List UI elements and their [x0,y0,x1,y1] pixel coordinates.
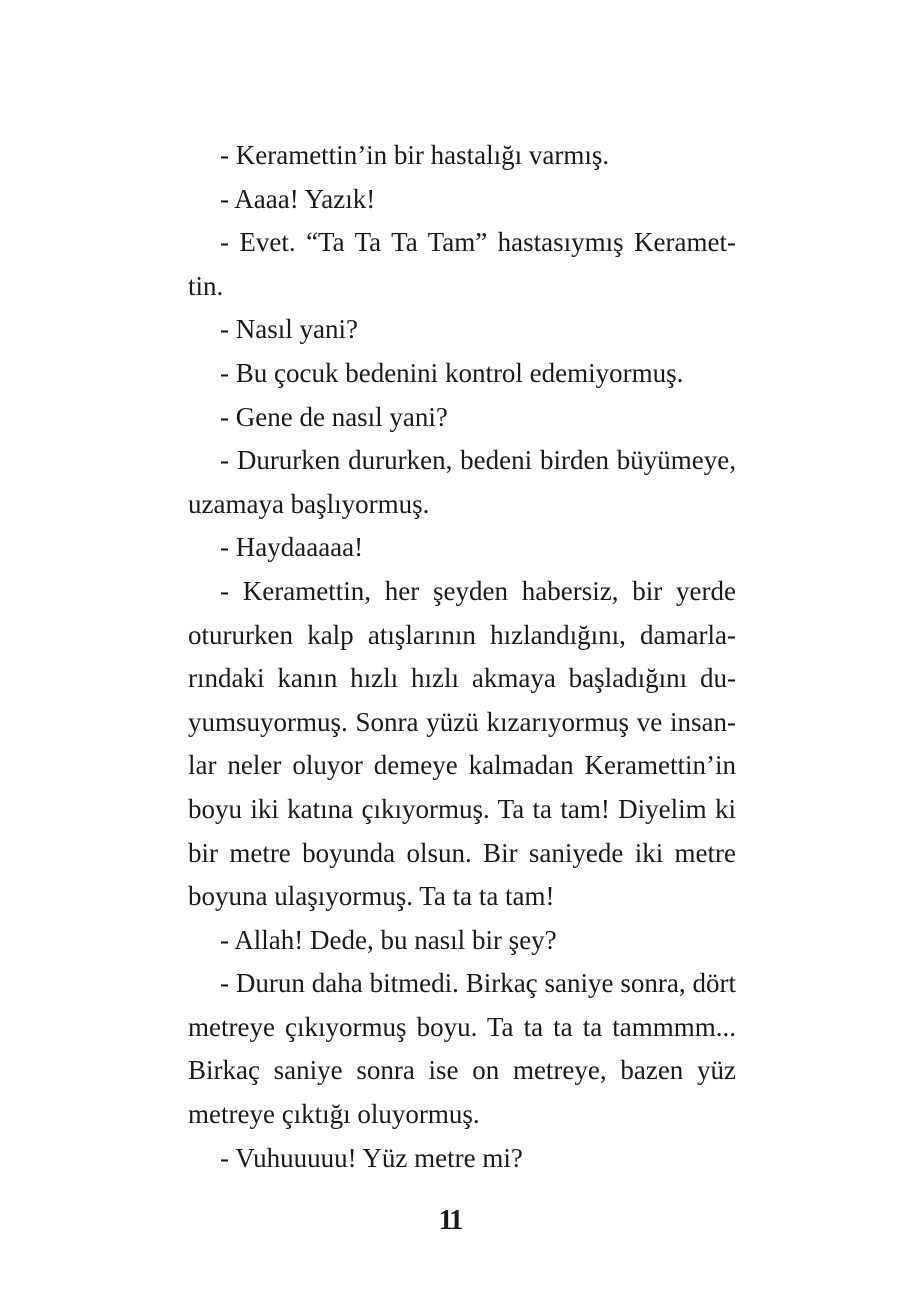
paragraph: - Durun daha bitmedi. Birkaç saniye sonra, dört metreye çıkıyormuş boyu. Ta ta ta ta tammmm... Birkaç saniye sonra ise on metreye, bazen yüz metreye çıktığı oluyormuş. [188,968,736,1130]
page-number: 11 [438,1205,462,1236]
paragraph: - Bu çocuk bedenini kontrol edemiyormuş. [220,357,684,388]
paragraph: - Vuhuuuuu! Yüz metre mi? [220,1142,523,1173]
body-text [188,134,736,1180]
paragraph: - Aaaa! Yazık! [220,183,376,214]
paragraph: - Nasıl yani? [220,314,358,345]
paragraph: - Evet. “Ta Ta Ta Tam” hastasıymış Keramettin. [188,227,736,301]
paragraph: - Haydaaaaa! [220,532,364,563]
paragraph: - Keramettin’in bir hastalığı varmış. [220,140,610,170]
paragraph: - Dururken dururken, bedeni birden büyümeye, uzamaya başlıyormuş. [188,445,736,519]
paragraph: - Gene de nasıl yani? [220,401,448,432]
paragraph: - Keramettin, her şeyden habersiz, bir yerde otururken kalp atışlarının hızlandığını, damarlarındaki kanın hızlı hızlı akmaya başladığını duyumsuyormuş. Sonra yüzü kızarıyormuş ve insanlar neler oluyor demeye kalmadan Keramettin’in boyu iki katına çıkıyormuş. Ta ta tam! Diyelim ki bir metre boyunda olsun. Bir saniyede iki metre boyuna ulaşıyormuş. Ta ta ta tam! [188,575,736,912]
paragraph: - Allah! Dede, bu nasıl bir şey? [220,924,557,955]
